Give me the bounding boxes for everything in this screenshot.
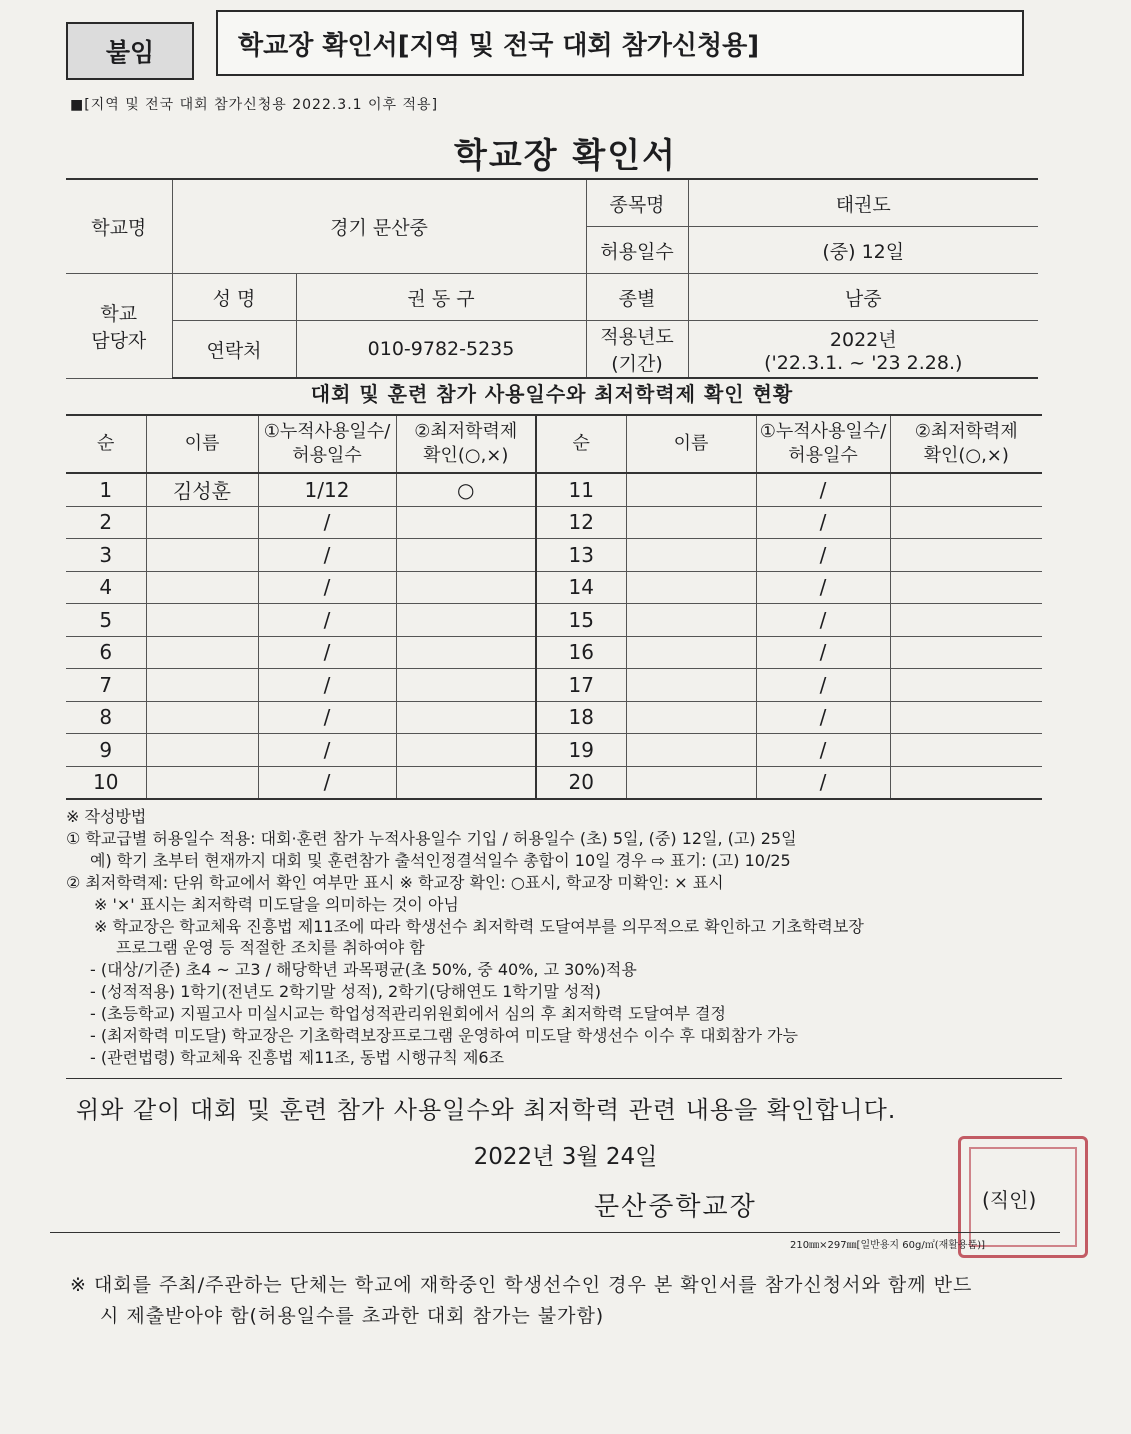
contact-label: 연락처 (172, 321, 296, 379)
row-num-left: 10 (66, 766, 146, 799)
header-check-line1: ②최저학력제 (414, 420, 518, 442)
page-title: 학교장 확인서 (454, 136, 677, 176)
row-check-right (890, 701, 1042, 734)
row-days-left: 1/12 (258, 473, 396, 506)
row-days-right: / (756, 473, 890, 506)
manager-label (66, 274, 172, 379)
row-check-right (890, 766, 1042, 799)
manager-label-line1: 학교 (100, 302, 138, 325)
row-check-right (890, 506, 1042, 539)
year-label-line2: (기간) (611, 353, 663, 375)
confirmation-statement: 위와 같이 대회 및 훈련 참가 사용일수와 최저학력 관련 내용을 확인합니다. (76, 1096, 897, 1124)
divider (50, 1232, 1060, 1233)
row-check-left (396, 636, 536, 669)
table-header-row (66, 415, 1042, 473)
table-row (66, 571, 1042, 604)
table-row (66, 669, 1042, 702)
instruction-line: ② 최저학력제: 단위 학교에서 확인 여부만 표시 ※ 학교장 확인: ○표시, 학교장 미확인: × 표시 (66, 872, 724, 892)
row-name-right (626, 473, 756, 506)
row-name-right (626, 766, 756, 799)
instruction-line: ※ '×' 표시는 최저학력 미도달을 의미하는 것이 아님 (94, 894, 459, 914)
header-check-right (890, 415, 1042, 473)
name-label: 성 명 (172, 274, 296, 321)
row-days-right: / (756, 669, 890, 702)
row-name-left (146, 766, 258, 799)
attachment-tag: 붙임 (66, 22, 194, 80)
row-check-left (396, 604, 536, 637)
writing-instructions (66, 806, 1066, 1069)
row-name-right (626, 636, 756, 669)
instruction-line: - (초등학교) 지필고사 미실시교는 학업성적관리위원회에서 심의 후 최저학력 도달여부 결정 (90, 1004, 726, 1024)
header-days-line2: 허용일수 (292, 445, 362, 466)
row-num-left: 2 (66, 506, 146, 539)
table-row (66, 766, 1042, 799)
header-num-left: 순 (66, 415, 146, 473)
header-check-line1: ②최저학력제 (914, 420, 1018, 442)
gender-value: 남중 (688, 274, 1038, 321)
row-days-left: / (258, 571, 396, 604)
row-num-left: 9 (66, 734, 146, 767)
header-days-line2: 허용일수 (788, 445, 858, 466)
divider (66, 1078, 1062, 1079)
header-title: 학교장 확인서[지역 및 전국 대회 참가신청용] (216, 10, 1024, 76)
row-check-right (890, 636, 1042, 669)
table-row (66, 473, 1042, 506)
school-label: 학교명 (66, 179, 172, 274)
header-check-line2: 확인(○,×) (423, 445, 509, 466)
header-name-left: 이름 (146, 415, 258, 473)
row-check-left (396, 766, 536, 799)
year-value-line2: ('22.3.1. ~ '23 2.28.) (764, 351, 963, 374)
row-check-left (396, 669, 536, 702)
header-check-left (396, 415, 536, 473)
row-num-right: 19 (536, 734, 626, 767)
issue-date: 2022년 3월 24일 (473, 1144, 658, 1170)
info-table (66, 178, 1038, 379)
table-subtitle: 대회 및 훈련 참가 사용일수와 최저학력제 확인 현황 (310, 382, 794, 406)
row-days-right: / (756, 766, 890, 799)
row-days-left: / (258, 669, 396, 702)
name-value: 권 동 구 (296, 274, 586, 321)
row-days-left: / (258, 506, 396, 539)
allowed-days-value: (중) 12일 (688, 227, 1038, 274)
row-days-left: / (258, 604, 396, 637)
row-name-right (626, 734, 756, 767)
row-check-right (890, 734, 1042, 767)
row-days-left: / (258, 636, 396, 669)
instruction-line: ※ 학교장은 학교체육 진흥법 제11조에 따라 학생선수 최저학력 도달여부를 의무적으로 확인하고 기초학력보장 (94, 916, 864, 936)
row-num-right: 17 (536, 669, 626, 702)
year-value-line1: 2022년 (829, 328, 897, 351)
header-name-right: 이름 (626, 415, 756, 473)
row-name-right (626, 701, 756, 734)
row-days-right: / (756, 571, 890, 604)
row-name-left (146, 669, 258, 702)
row-name-right (626, 669, 756, 702)
row-name-right (626, 604, 756, 637)
row-num-right: 11 (536, 473, 626, 506)
row-num-right: 12 (536, 506, 626, 539)
row-check-right (890, 604, 1042, 637)
table-row (66, 734, 1042, 767)
school-value: 경기 문산중 (172, 179, 586, 274)
contact-value: 010-9782-5235 (296, 321, 586, 379)
row-check-left (396, 734, 536, 767)
instruction-line: - (최저학력 미도달) 학교장은 기초학력보장프로그램 운영하여 미도달 학생선수 이수 후 대회참가 가능 (90, 1026, 798, 1046)
seal-label: (직인) (982, 1188, 1037, 1212)
row-days-left: / (258, 539, 396, 572)
instruction-line: ① 학교급별 허용일수 적용: 대회·훈련 참가 누적사용일수 기입 / 허용일수 (초) 5일, (중) 12일, (고) 25일 (66, 828, 797, 848)
paper-spec: 210㎜×297㎜[일반용지 60g/㎡(재활용품)] (790, 1240, 986, 1251)
table-row (66, 506, 1042, 539)
header-days-left (258, 415, 396, 473)
table-row (66, 539, 1042, 572)
row-name-left (146, 506, 258, 539)
event-value: 태권도 (688, 179, 1038, 227)
table-row (66, 636, 1042, 669)
row-num-left: 7 (66, 669, 146, 702)
row-num-right: 15 (536, 604, 626, 637)
submission-note (70, 1270, 1080, 1333)
row-num-left: 4 (66, 571, 146, 604)
header-check-line2: 확인(○,×) (923, 445, 1009, 466)
header-days-line1: ①누적사용일수/ (759, 420, 887, 442)
row-days-right: / (756, 734, 890, 767)
table-row (66, 701, 1042, 734)
row-name-left (146, 734, 258, 767)
row-check-right (890, 669, 1042, 702)
row-days-left: / (258, 766, 396, 799)
year-label-line1: 적용년도 (600, 326, 674, 348)
header-num-right: 순 (536, 415, 626, 473)
row-check-left (396, 571, 536, 604)
row-check-left: ○ (396, 473, 536, 506)
submission-note-line1: ※ 대회를 주최/주관하는 단체는 학교에 재학중인 학생선수인 경우 본 확인서를 참가신청서와 함께 반드 (70, 1274, 973, 1296)
submission-note-line2: 시 제출받아야 함(허용일수를 초과한 대회 참가는 불가함) (100, 1305, 605, 1328)
instruction-line: 프로그램 운영 등 적절한 조치를 취하여야 함 (116, 938, 425, 958)
row-days-right: / (756, 506, 890, 539)
row-num-left: 6 (66, 636, 146, 669)
header-days-right (756, 415, 890, 473)
row-check-right (890, 539, 1042, 572)
row-name-left (146, 539, 258, 572)
participation-table (66, 414, 1042, 800)
row-check-right (890, 473, 1042, 506)
instruction-line: - (대상/기준) 초4 ~ 고3 / 해당학년 과목평균(초 50%, 중 40%, 고 30%)적용 (90, 960, 637, 980)
instructions-title: ※ 작성방법 (66, 807, 147, 826)
row-name-left: 김성훈 (146, 473, 258, 506)
row-days-left: / (258, 734, 396, 767)
year-label (586, 321, 688, 379)
applicability-note: ■[지역 및 전국 대회 참가신청용 2022.3.1 이후 적용] (70, 97, 439, 113)
instruction-line: - (관련법령) 학교체육 진흥법 제11조, 동법 시행규칙 제6조 (90, 1047, 505, 1067)
row-name-left (146, 636, 258, 669)
row-num-left: 5 (66, 604, 146, 637)
row-days-right: / (756, 604, 890, 637)
row-check-right (890, 571, 1042, 604)
row-days-right: / (756, 636, 890, 669)
row-num-left: 3 (66, 539, 146, 572)
row-num-left: 1 (66, 473, 146, 506)
row-num-right: 13 (536, 539, 626, 572)
row-num-left: 8 (66, 701, 146, 734)
instruction-line: - (성적적용) 1학기(전년도 2학기말 성적), 2학기(당해연도 1학기말 성적) (90, 982, 602, 1002)
row-name-left (146, 571, 258, 604)
row-days-right: / (756, 539, 890, 572)
row-num-right: 14 (536, 571, 626, 604)
instruction-line: 예) 학기 초부터 현재까지 대회 및 훈련참가 출석인정결석일수 총합이 10일 경우 ⇨ 표기: (고) 10/25 (90, 850, 791, 870)
manager-label-line2: 담당자 (91, 329, 147, 352)
table-row (66, 604, 1042, 637)
row-check-left (396, 539, 536, 572)
row-days-right: / (756, 701, 890, 734)
header-days-line1: ①누적사용일수/ (263, 420, 391, 442)
row-check-left (396, 701, 536, 734)
row-name-right (626, 539, 756, 572)
event-label: 종목명 (586, 179, 688, 227)
row-days-left: / (258, 701, 396, 734)
row-name-right (626, 571, 756, 604)
row-num-right: 16 (536, 636, 626, 669)
row-num-right: 18 (536, 701, 626, 734)
row-num-right: 20 (536, 766, 626, 799)
signer-name: 문산중학교장 (594, 1192, 757, 1222)
row-check-left (396, 506, 536, 539)
row-name-right (626, 506, 756, 539)
allowed-days-label: 허용일수 (586, 227, 688, 274)
year-value (688, 321, 1038, 379)
row-name-left (146, 701, 258, 734)
gender-label: 종별 (586, 274, 688, 321)
row-name-left (146, 604, 258, 637)
